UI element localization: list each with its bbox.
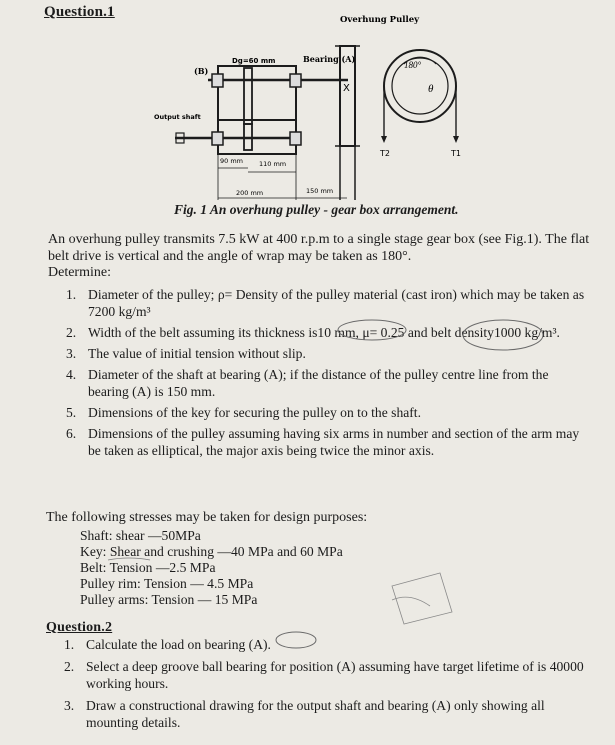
list-item: 6. Dimensions of the pulley assuming having six arms in number and section of the arm may be taken as elliptical, the major axis being twice the minor axis. [66, 426, 580, 458]
dim-90: 90 mm [220, 157, 244, 165]
list-item: 1. Diameter of the pulley; ρ= Density of the pulley material (cast iron) which may be taken as 7200 kg/m³ [66, 287, 585, 319]
bearing-b-lower [212, 132, 223, 145]
stress-item: Key: Shear and crushing —40 MPa and 60 MPa [80, 544, 343, 559]
angle-label: 180° [404, 60, 422, 70]
stress-item: Pulley arms: Tension — 15 MPa [80, 592, 258, 607]
determine-list [66, 286, 592, 463]
bearing-a-lower [290, 132, 301, 145]
intro-text: An overhung pulley transmits 7.5 kW at 400 r.p.m to a single stage gear box (see Fig.1). The flat belt drive is vertical and the angle of wrap may be taken as 180°. [48, 232, 590, 264]
stress-intro: The following stresses may be taken for design purposes: [46, 510, 368, 525]
list-item: 3. The value of initial tension without slip. [66, 346, 306, 361]
cross-mark: X [343, 83, 350, 94]
t1-label: T1 [451, 149, 461, 158]
list-item: 3. Draw a constructional drawing for the output shaft and bearing (A) only showing all mounting details. [64, 698, 545, 730]
question-1-heading: Question.1 [44, 4, 115, 20]
margin-sketch [392, 573, 452, 624]
stress-list [80, 528, 343, 608]
list-item: 2. Select a deep groove ball bearing for position (A) assuming have target lifetime of is 40000 working hours. [64, 659, 584, 691]
question-2-list [64, 636, 594, 736]
dim-110: 110 mm [259, 160, 287, 168]
dim-200: 200 mm [236, 189, 264, 197]
dim-150: 150 mm [306, 187, 334, 195]
determine-label: Determine: [48, 265, 111, 280]
intro-paragraph [48, 232, 593, 282]
question-2-heading: Question.2 [46, 620, 113, 635]
list-item: 1. Calculate the load on bearing (A). [64, 637, 271, 652]
gearbox-figure [0, 0, 615, 205]
bearing-label: Bearing (A) [303, 54, 356, 64]
list-item: 4. Diameter of the shaft at bearing (A); if the distance of the pulley centre line from the bearing (A) is 150 mm. [66, 367, 549, 399]
gear [244, 68, 252, 124]
gearbox-upper-frame [218, 66, 296, 120]
left-bearing-label: (B) [194, 66, 209, 76]
pulley-label: Overhung Pulley [340, 15, 420, 25]
gear-dia-label: Dg=60 mm [232, 57, 276, 65]
list-item: 5. Dimensions of the key for securing the pulley on to the shaft. [66, 405, 421, 420]
bearing-b-upper [212, 74, 223, 87]
stress-item: Belt: Tension —2.5 MPa [80, 560, 216, 575]
theta-label: θ [428, 83, 434, 95]
list-item: 2. Width of the belt assuming its thickness is10 mm, μ= 0.25 and belt density1000 kg/m³. [66, 325, 560, 340]
stress-item: Shaft: shear —50MPa [80, 528, 201, 543]
figure-caption: Fig. 1 An overhung pulley - gear box arrangement. [174, 202, 459, 217]
output-shaft-label: Output shaft [154, 113, 201, 121]
bearing-a-upper [290, 74, 301, 87]
stress-item: Pulley rim: Tension — 4.5 MPa [80, 576, 254, 591]
t2-label: T2 [380, 149, 390, 158]
